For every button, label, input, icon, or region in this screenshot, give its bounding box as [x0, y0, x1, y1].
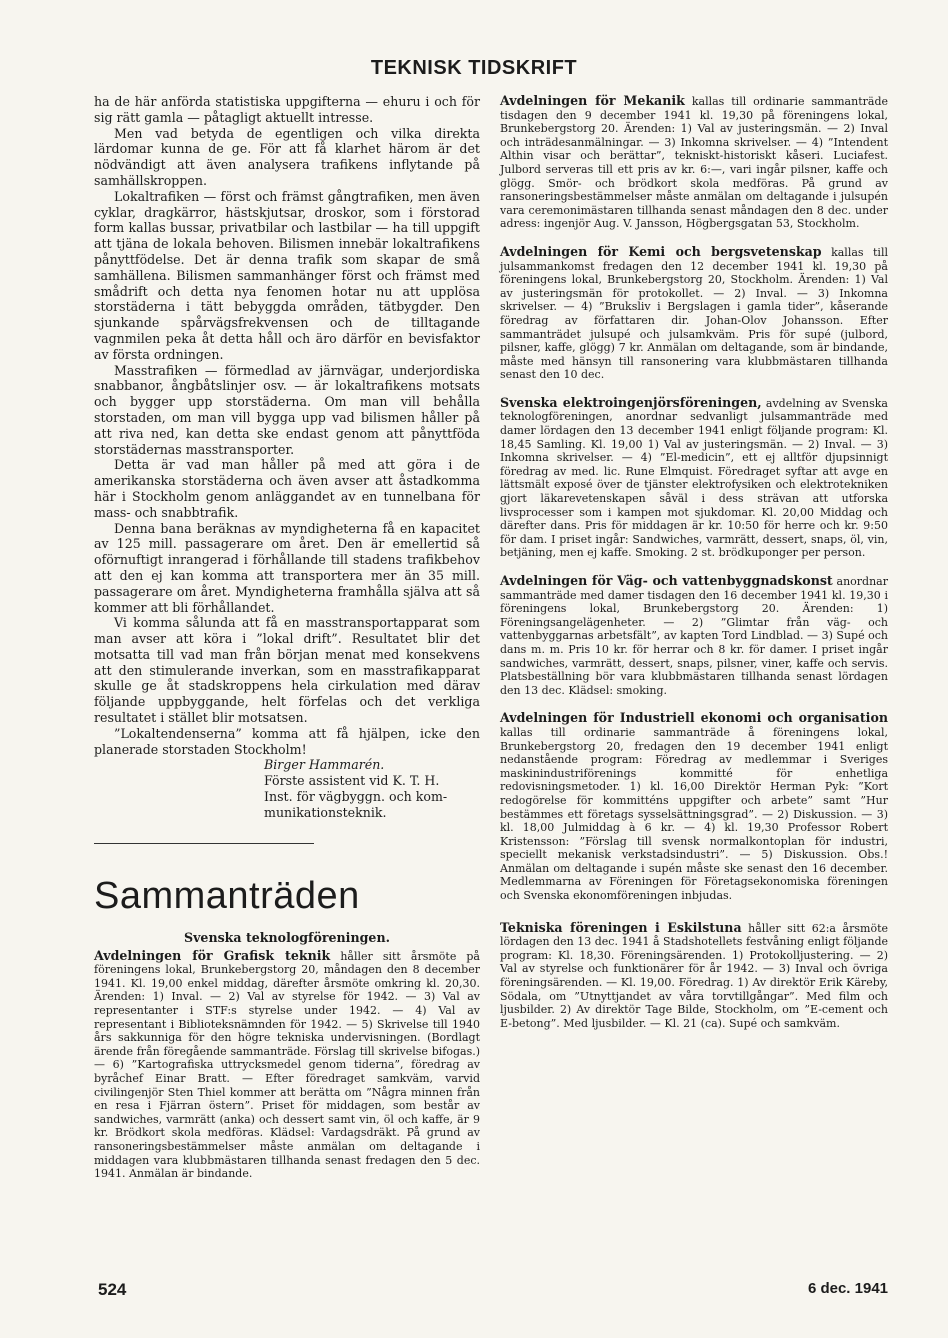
- notice: [500, 574, 888, 697]
- article-paragraph: Vi komma sålunda att få en masstransportapparat som man avser att köra i ”lokal drift”. Resultatet blir det motsatta till vad man från början menat med konsekvens att den stimulerande inverkan, som en masstrafikapparat skulle ge åt stadskroppens hela cirkulation med därav följande uppbyggande, helt förfelas och det verkliga resultatet i stället blir motsatsen.: [94, 615, 480, 726]
- notice-body: kallas till ordinarie sammanträde tisdagen den 9 december 1941 kl. 19,30 på föreningens lokal, Brunkebergstorg 20. Ärenden: 1) Val av justeringsmän. — 2) Inval och inträdesanmälningar. — 3) Inkomna skrivelser. — 4) ”Intendent Althin visar och berättar”, tekniskt-historiskt kåseri. Luciafest. Julbord serveras till ett pris av kr. 6:—, vari ingår pilsner, kaffe och glögg. Smör- och brödkort skola medföras. På grund av ransoneringsbestämmelser måste anmälan om deltagande i julsupén vara ceremonimästaren tillhanda senast måndagen den 8 dec. under adress: ingenjör Aug. V. Jansson, Högbergsgatan 53, Stockholm.: [500, 95, 888, 231]
- notice-heading: Avdelningen för Mekanik: [500, 93, 685, 108]
- notice: [500, 711, 888, 902]
- notice-heading: Avdelningen för Kemi och bergsvetenskap: [500, 243, 822, 259]
- notice-heading: Avdelningen för Grafisk teknik: [94, 947, 331, 963]
- author-name: Birger Hammarén.: [264, 757, 385, 773]
- section-divider: [94, 843, 314, 844]
- notice-body: håller sitt 62:a årsmöte lördagen den 13 dec. 1941 å Stadshotellets festvåning enligt följande program: Kl. 18,30. Föreningsärenden. 1) Protokolljustering. — 2) Val av styrelse och funktionärer för år 1942. — 3) Inval och övriga föreningsärenden. — Kl. 19,00. Föredrag. 1) Av direktör Erik Käreby, Södala, om ”Utnyttjandet av våra torvtillgångar”. Med film och ljusbilder. 2) Av direktör Tage Bilde, Stockholm, om ”E-cement och E-betong”. Med ljusbilder. — Kl. 21 (ca). Supé och samkväm.: [500, 921, 889, 1030]
- right-column: [500, 94, 888, 1044]
- notice: [500, 921, 888, 1031]
- notice-heading: Tekniska föreningen i Eskilstuna: [500, 919, 742, 935]
- notice-body: håller sitt årsmöte på föreningens lokal, Brunkebergstorg 20, måndagen den 8 december 1941. Kl. 19,00 enkel middag, därefter årsmöte omkring kl. 20,30. Ärenden: 1) Inval. — 2) Val av styrelse för 1942. — 3) Val av representanter i STF:s styrelse under 1942. — 4) Val av representant i Biblioteksnämnden för 1942. — 5) Skrivelse till 1940 års sakkunniga för den högre tekniska undervisningen. (Bordlagt ärende från föregående sammanträde. Förslag till skrivelse bifogas.) — 6) ”Kartografiska uttrycksmedel genom tiderna”, föredrag av byråchef Einar Bratt. — Efter föredraget samkväm, varvid civilingenjör Sten Thiel kommer att berätta om ”Några minnen från en resa i Fjärran östern”. Priset för middagen, som består av sandwiches, varmrätt (anka) och dessert samt vin, öl och kaffe, är 9 kr. Brödkort skola medföras. Klädsel: Vardagsdräkt. På grund av ransoneringsbestämmelser måste anmälan om deltagande i middagen vara klubbmästaren tillhanda senast fredagen den 5 dec. 1941. Anmälan är bindande.: [94, 949, 480, 1181]
- left-column: [94, 94, 480, 1195]
- notice: [500, 245, 888, 382]
- article-paragraph: Denna bana beräknas av myndigheterna få en kapacitet av 125 mill. passagerare om året. Den är emellertid så oförnuftigt inrangerad i förhållande till stadens trafikbehov att den ej kan komma att transportera mer än 35 mill. passagerare om året. Myndigheterna framhålla själva att så kommer att bli förhållandet.: [94, 520, 480, 615]
- notice-body: anordnar sammanträde med damer tisdagen den 16 december 1941 kl. 19,30 i föreningens lokal, Brunkebergstorg 20. Ärenden: 1) Föreningsangelägenheter. — 2) ”Glimtar från väg- och vattenbyggarnas arbetsfält”, av kapten Tord Lindblad. — 3) Supé och dans m. m. Pris 10 kr. för herrar och 8 kr. för damer. I priset ingår sandwiches, varmrätt, dessert, snaps, pilsner, viner, kaffe och servis. Platsbeställning bör vara klubbmästaren tillhanda senast lördagen den 13 dec. Klädsel: smoking.: [500, 575, 888, 697]
- notice-body: kallas till julsammankomst fredagen den 12 december 1941 kl. 19,30 på föreningens lokal, Brunkebergstorg 20, Stockholm. Ärenden: 1) Val av justeringsmän för protokollet. — 2) Inval. — 3) Inkomna skrivelser. — 4) ”Bruksliv i Bergslagen i gamla tider”, kåserande föredrag av författaren dir. Johan-Olov Johansson. Efter sammanträdet julsupé och julsamkväm. Pris för supé (julbord, pilsner, kaffe, glögg) 7 kr. Anmälan om deltagande, som är bindande, måste med hänsyn till ransonering vara klubbmästaren tillhanda senast den 10 dec.: [500, 245, 888, 382]
- notice-heading: Avdelningen för Väg- och vattenbyggnadskonst: [500, 573, 833, 588]
- article-paragraph: Lokaltrafiken — först och främst gångtrafiken, men även cyklar, dragkärror, hästskjutsar, droskor, som i förstorad form kallas bussar, privatbilar och lastbilar — ha till uppgift att tjäna de lokala behoven. Bilismen innebär lokaltrafikens pånyttfödelse. Det är denna trafik som skapar de små samhällena. Bilismen sammanhänger först och främst med smådrift och detta nya fenomen hotar nu att upplösa storstäderna i tätt bebyggda områden, tätbygder. Den sjunkande spårvägsfrekvensen och de tilltagande vagnmilen peka åt detta håll och äro därför en bevisfaktor av första ordningen.: [94, 188, 480, 362]
- page-number: 524: [98, 1280, 127, 1299]
- notice: [500, 94, 888, 231]
- notice-heading: Svenska elektroingenjörsföreningen,: [500, 394, 762, 410]
- notice-body: avdelning av Svenska teknologföreningen, anordnar sedvanligt julsammanträde med damer lördagen den 13 december 1941 enligt följande program: Kl. 18,45 Samling. Kl. 19,00 1) Val av justeringsmän. — 2) Inval. — 3) Inkomna skrivelser. — 4) ”El-medicin”, ett ej alltför djupsinnigt föredrag av med. lic. Rune Elmquist. Föredraget syftar att avge en lättsmält exposé över de tjänster elektrofysiken och elektrotekniken gjort läkarevetenskapen såväl i dess strävan att utforska livsprocesser som i kampen mot sjukdomar. Kl. 20,00 Middag och därefter dans. Pris för middagen är kr. 10:50 för herre och kr. 9:50 för dam. I priset ingår: Sandwiches, varmrätt, dessert, snaps, öl, vin, betjäning, men ej kaffe. Smoking. 2 st. brödkuponger per person.: [500, 396, 888, 560]
- notice: [94, 949, 480, 1181]
- masthead: TEKNISK TIDSKRIFT: [370, 57, 578, 79]
- notice-body: kallas till ordinarie sammanträde å föreningens lokal, Brunkebergstorg 20, fredagen den 19 december 1941 enligt nedanstående program: Föredrag av medlemmar i Sveriges maskinindustriförenings kommitté för enhetliga redovisningsmetoder. 1) kl. 16,00 Direktör Herman Pyk: ”Kort redogörelse för kommitténs uppgifter och arbete” samt ”Hur bestämmes ett företags sysselsättningsgrad”. — 2) Diskussion. — 3) kl. 18,00 Julmiddag à 6 kr. — 4) kl. 19,30 Professor Robert Kristensson: ”Förslag till svensk normalkontoplan för industri, speciellt mekanisk verkstadsindustri”. — 5) Diskussion. Obs.! Anmälan om deltagande i supén måste ske senast den 16 december. Medlemmarna av Föreningen för Företagsekonomiska föreningen och Svenska ekonomföreningen inbjudas.: [500, 725, 888, 903]
- article-paragraph: Men vad betyda de egentligen och vilka direkta lärdomar kunna de ge. För att få klarhet härom är det nödvändigt att även analysera trafikens inflytande på samhällskroppen.: [94, 125, 480, 188]
- section-subheading: Svenska teknologföreningen.: [184, 929, 390, 945]
- article-paragraph: ”Lokaltendenserna” komma att få hjälpen, icke den planerade storstaden Stockholm!: [94, 725, 480, 757]
- article-paragraph: ha de här anförda statistiska uppgifterna — ehuru i och för sig rätt gamla — påtagligt aktuellt intresse.: [94, 94, 480, 125]
- author-role: munikationsteknik.: [264, 804, 387, 820]
- article-paragraph: Detta är vad man håller på med att göra i de amerikanska storstäderna och även avser att åstadkomma här i Stockholm genom anläggandet av en tunnelbana för mass- och snabbtrafik.: [94, 457, 480, 520]
- author-role: Inst. för vägbyggn. och kom-: [264, 789, 448, 805]
- issue-date: 6 dec. 1941: [807, 1280, 888, 1297]
- author-role: Förste assistent vid K. T. H.: [264, 773, 440, 789]
- notice: [500, 396, 888, 560]
- notice-heading: Avdelningen för Industriell ekonomi och organisation: [500, 710, 888, 726]
- section-title: Sammanträden: [94, 874, 360, 917]
- article-paragraph: Masstrafiken — förmedlad av järnvägar, underjordiska snabbanor, ångbåtslinjer osv. — är lokaltrafikens motsats och bygger upp storstäderna. Om man vill behålla storstaden, om man vill bygga upp vad bilismen håller på att riva ned, kan detta ske endast genom att pånyttföda storstädernas masstransporter.: [94, 362, 480, 457]
